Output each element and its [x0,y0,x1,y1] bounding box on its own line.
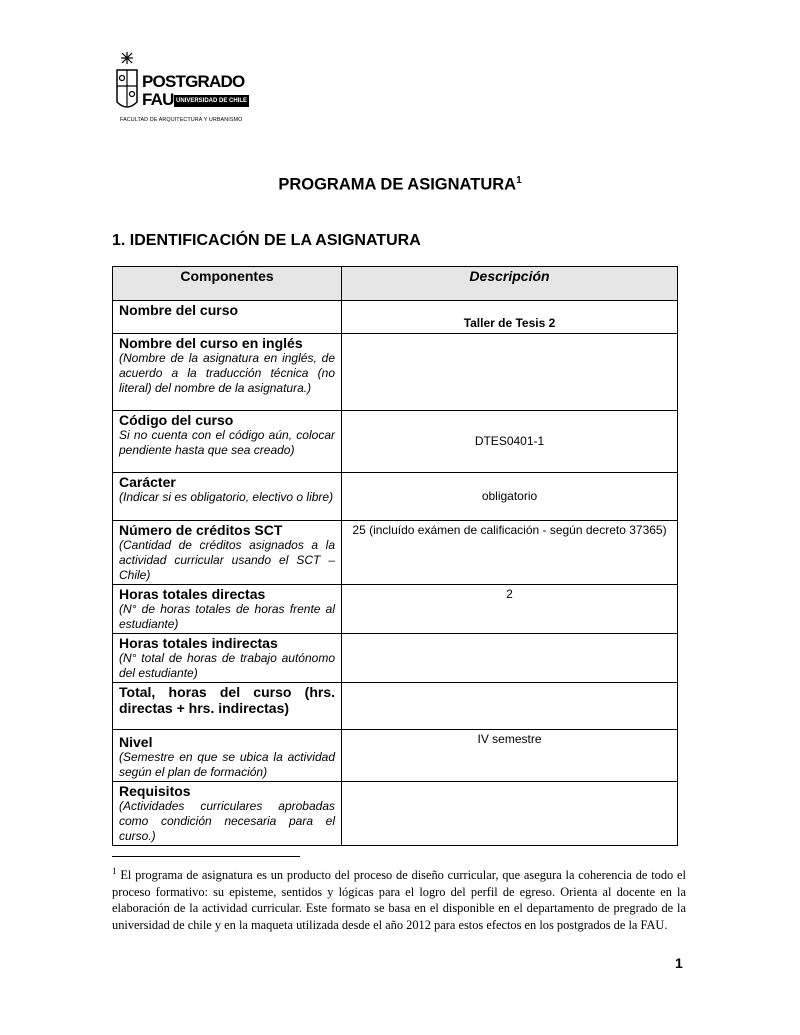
page-title-text: PROGRAMA DE ASIGNATURA [278,175,517,194]
row-note: (N° total de horas de trabajo autónomo del estudiante) [119,651,335,680]
row-value: obligatorio [342,473,678,521]
row-label: Horas totales indirectas [119,635,278,651]
table-header-row [113,267,678,301]
table-row [113,782,678,846]
footnote-divider [112,856,300,857]
logo-subtitle: FACULTAD DE ARQUITECTURA Y URBANISMO [120,117,243,123]
row-value: DTES0401-1 [342,411,678,473]
course-identification-table [112,266,678,846]
row-label: Nombre del curso [119,302,239,318]
table-row [113,411,678,473]
row-label-cell [113,411,342,473]
row-label-cell [113,730,342,782]
logo-badge: UNIVERSIDAD DE CHILE [174,95,249,107]
row-label-cell [113,301,342,334]
row-label-cell [113,585,342,634]
table-row [113,730,678,782]
row-label-cell [113,521,342,585]
table-row [113,683,678,730]
footnote [112,863,686,933]
row-note: Si no cuenta con el código aún, colocar pendiente hasta que sea creado) [119,428,335,457]
row-label: Requisitos [119,783,191,799]
table-row [113,301,678,334]
title-footnote-mark: 1 [516,175,522,186]
logo-postgrado-text: POSTGRADO [142,72,245,91]
footnote-text: El programa de asignatura es un producto del proceso de diseño curricular, que asegura la coherencia de todo el proceso formativo: su episteme, sentidos y lógicas para el logro del perfil de egreso. Orienta al docente en la elaboración de la actividad curricular. Este formato se basa en el disponible en el departamento de pregrado de la universidad de chile y en la maqueta utilizada desde el año 2012 para estos efectos en los postgrados de la FAU. [112,868,686,932]
row-value: 2 [342,585,678,634]
header-description: Descripción [342,267,678,301]
row-note: (Nombre de la asignatura en inglés, de acuerdo a la traducción técnica (no literal) del nombre de la asignatura.) [119,351,335,395]
row-note: (Actividades curriculares aprobadas como condición necesaria para el curso.) [119,799,335,843]
table-row [113,473,678,521]
row-label: Nombre del curso en inglés [119,335,303,351]
university-emblem-icon [112,50,142,116]
table-row [113,634,678,683]
row-value [342,334,678,411]
logo-fau-text: FAU [142,90,174,109]
page-number: 1 [675,955,683,971]
row-note: (Semestre en que se ubica la actividad según el plan de formación) [119,750,335,779]
row-label-cell [113,782,342,846]
row-label: Carácter [119,474,176,490]
table-row [113,521,678,585]
row-label-cell [113,334,342,411]
row-note: (Indicar si es obligatorio, electivo o libre) [119,490,334,504]
row-value: 25 (incluído exámen de calificación - según decreto 37365) [342,521,678,585]
page-title [0,175,800,195]
row-value: IV semestre [342,730,678,782]
row-label-cell [113,473,342,521]
row-note: (N° de horas totales de horas frente al estudiante) [119,602,335,631]
table-row [113,585,678,634]
postgrado-fau-logo [112,50,248,126]
row-value: Taller de Tesis 2 [342,301,678,334]
table-row [113,334,678,411]
row-label: Número de créditos SCT [119,522,283,538]
row-label: Horas totales directas [119,586,266,602]
row-value [342,683,678,730]
row-label-cell [113,634,342,683]
row-label: Nivel [119,734,153,750]
row-label: Total, horas del curso (hrs. directas + hrs. indirectas) [119,684,335,716]
row-note: (Cantidad de créditos asignados a la actividad curricular usando el SCT – Chile) [119,538,335,582]
row-value [342,634,678,683]
footnote-mark: 1 [112,866,117,876]
section-heading: 1. IDENTIFICACIÓN DE LA ASIGNATURA [112,232,421,249]
row-label-cell [113,683,342,730]
row-value [342,782,678,846]
row-label: Código del curso [119,412,234,428]
header-components: Componentes [113,267,342,301]
